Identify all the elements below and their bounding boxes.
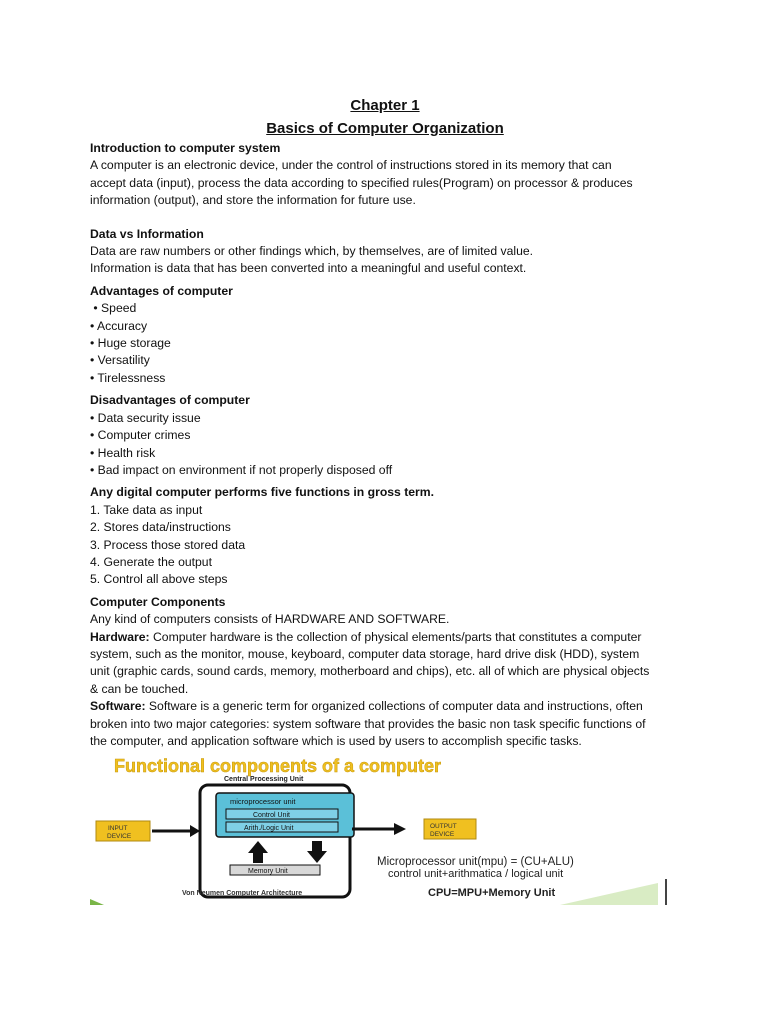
input-device-label: INPUT (108, 825, 128, 832)
hardware-text: Computer hardware is the collection of physical elements/parts that constitutes a computer (149, 629, 642, 644)
list-item: • Accuracy (90, 318, 148, 333)
mpu-label: microprocessor unit (230, 797, 296, 806)
list-item: 2. Stores data/instructions (90, 520, 231, 535)
alu-label: Arith./Logic Unit (244, 825, 294, 832)
output-arrow-icon (394, 823, 406, 835)
software-text: Software is a generic term for organized collections of computer data and instructions, often (145, 699, 643, 714)
functions-list (90, 502, 680, 589)
hardware-line: system, such as the monitor, mouse, keyboard, computer data storage, hard drive disk (HDD), system (90, 646, 640, 661)
list-item: 3. Process those stored data (90, 537, 246, 552)
disadvantages-list (90, 410, 680, 480)
input-device-label: DEVICE (107, 833, 132, 840)
chapter-title: Basics of Computer Organization (266, 120, 504, 137)
advantages-list (90, 300, 680, 387)
output-device-label: DEVICE (430, 831, 455, 838)
list-item: • Speed (90, 301, 137, 316)
disadvantages-heading: Disadvantages of computer (90, 393, 250, 408)
list-item: 5. Control all above steps (90, 572, 228, 587)
list-item: • Tirelessness (90, 370, 166, 385)
software-line: broken into two major categories: system software that provides the basic non task specific functions of (90, 716, 646, 731)
green-accent-left (90, 899, 104, 905)
data-info-line: Data are raw numbers or other findings which, by themselves, are of limited value. (90, 244, 534, 259)
output-device-label: OUTPUT (430, 823, 457, 830)
hardware-label: Hardware: (90, 629, 150, 644)
list-item: • Computer crimes (90, 428, 191, 443)
memory-unit-label: Memory Unit (248, 868, 288, 875)
formula-cpu: CPU=MPU+Memory Unit (428, 887, 556, 899)
document-page (90, 94, 680, 750)
list-item: • Versatility (90, 353, 150, 368)
list-item: 1. Take data as input (90, 502, 203, 517)
green-accent-right (560, 883, 658, 905)
list-item: 4. Generate the output (90, 554, 212, 569)
formula-mpu: Microprocessor unit(mpu) = (CU+ALU) (377, 856, 574, 868)
intro-line: A computer is an electronic device, under the control of instructions stored in its memory that can (90, 158, 612, 173)
intro-line: information (output), and store the information for future use. (90, 193, 416, 208)
cpu-label: Central Processing Unit (224, 776, 304, 783)
list-item: • Health risk (90, 445, 156, 460)
figure-svg (90, 755, 668, 905)
intro-line: accept data (input), process the data according to specified rules(Program) on processor & produces (90, 175, 633, 190)
components-line: Any kind of computers consists of HARDWARE AND SOFTWARE. (90, 612, 450, 627)
functions-heading: Any digital computer performs five functions in gross term. (90, 485, 435, 500)
data-info-line: Information is data that has been converted into a meaningful and useful context. (90, 261, 527, 276)
software-paragraph (90, 698, 680, 715)
intro-heading: Introduction to computer system (90, 141, 281, 155)
software-line: the computer, and application software which is used by users to accomplish specific tasks. (90, 734, 582, 748)
hardware-paragraph (90, 629, 680, 646)
components-heading: Computer Components (90, 594, 226, 609)
software-label: Software: (90, 699, 146, 714)
figure-caption: Von Neumen Computer Architecture (182, 890, 303, 897)
advantages-heading: Advantages of computer (90, 283, 233, 298)
formula-mpu-expansion: control unit+arithmatica / logical unit (388, 868, 564, 880)
hardware-line: unit (graphic cards, sound cards, memory, motherboard and chips), etc. all of which are physical objects (90, 664, 650, 679)
chapter-label: Chapter 1 (350, 97, 420, 114)
functional-components-figure (90, 755, 668, 905)
list-item: • Huge storage (90, 336, 171, 351)
control-unit-label: Control Unit (253, 812, 290, 819)
hardware-line: & can be touched. (90, 681, 189, 696)
data-info-heading: Data vs Information (90, 226, 204, 241)
list-item: • Bad impact on environment if not properly disposed off (90, 462, 393, 477)
figure-title: Functional components of a computer (114, 756, 442, 776)
list-item: • Data security issue (90, 410, 201, 425)
